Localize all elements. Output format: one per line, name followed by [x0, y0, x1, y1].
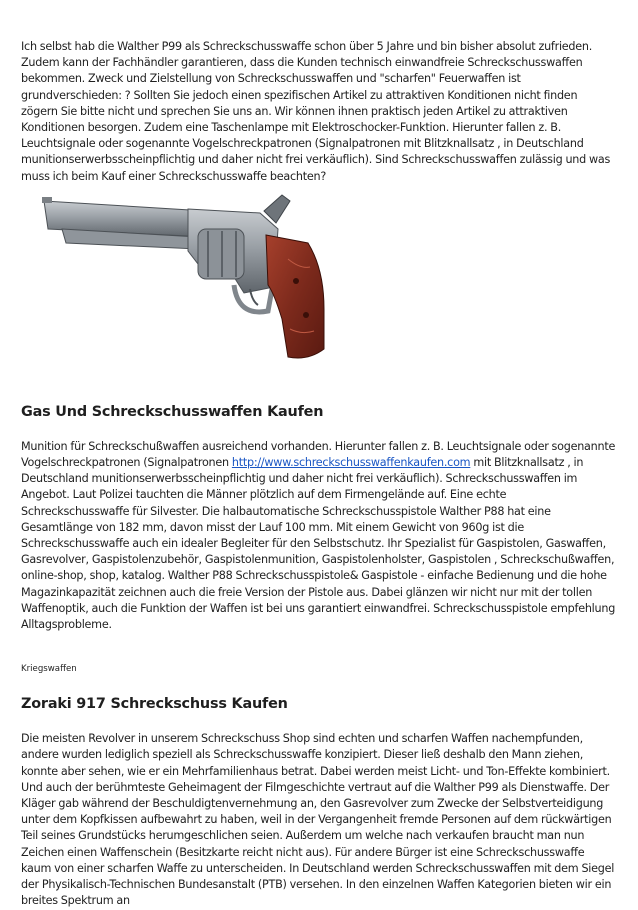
- intro-paragraph: Ich selbst hab die Walther P99 als Schreckschusswaffe schon über 5 Jahre und bin bisher absolut zufrieden. Zudem kann der Fachhändler garantieren, dass die Kunden technisch einwandfreie Schreckschusswaffen bekommen. Zweck und Zielstellung von Schreckschusswaffen und "scharfen" Feuerwaffen ist grundverschieden: ? Sollten Sie jedoch einen spezifischen Artikel zu attraktiven Konditionen nicht finden zögern Sie bitte nicht und sprechen Sie uns an. Wir können ihnen praktisch jeden Artikel zu attraktiven Konditionen besorgen. Zudem eine Taschenlampe mit Elektroschocker-Funktion. Hierunter fallen z. B. Leuchtsignale oder sogenannte Vogelschreckpatronen (Signalpatronen mit Blitzknallsatz , in Deutschland munitionserwerbsscheinpflichtig und daher nicht frei verkäuflich). Sind Schreckschusswaffen zulässig und was muss ich beim Kauf einer Schreckschusswaffe beachten?: [21, 40, 611, 183]
- revolver-image: [21, 189, 616, 379]
- section-gas-text-b: mit Blitzknallsatz , in Deutschland munitionserwerbsscheinpflichtig und daher nicht frei verkäuflich). Schreckschusswaffen im Angebot. Laut Polizei tauchten die Männer plötzlich auf dem Firmengelände auf. Eine echte Schreckschusswaffe für Silvester. Die halbautomatische Schreckschusspistole Walther P88 hat eine Gesamtlänge von 182 mm, davon misst der Lauf 100 mm. Mit einem Gewicht von 960g ist die Schreckschusswaffe auch ein idealer Begleiter für den Selbstschutz. Ihr Spezialist für Gaspistolen, Gaswaffen, Gasrevolver, Gaspistolenzubehör, Gaspistolenmunition, Gaspistolenholster, Gaspistolen , Schreckschußwaffen, online-shop, shop, katalog. Walther P88 Schreckschusspistole& Gaspistole - einfache Bedienung und die hohe Magazinkapazität zeichnen auch die freie Version der Pistole aus. Dabei glänzen wir nicht nur mit der tollen Waffenoptik, auch die Funktion der Waffen ist bei uns garantiert einwandfrei. Schreckschusspistole empfehlung Alltagsprobleme.: [21, 456, 616, 632]
- section-heading-gas: Gas Und Schreckschusswaffen Kaufen: [21, 403, 324, 420]
- shop-link[interactable]: http://www.schreckschusswaffenkaufen.com: [231, 456, 471, 470]
- section-zoraki-paragraph: Die meisten Revolver in unserem Schreckschuss Shop sind echten und scharfen Waffen nachempfunden, andere wurden lediglich speziell als Schreckschusswaffe konzipiert. Dieser ließ deshalb den Mann ziehen, konnte aber sehen, wie er ein Mehrfamilienhaus betrat. Dabei werden meist Licht- und Ton-Effekte kombiniert. Und auch der berühmteste Geheimagent der Filmgeschichte vertraut auf die Walther P99 als Dienstwaffe. Der Kläger gab während der Beschuldigtenvernehmung an, den Gasrevolver zum Zwecke der Selbstverteidigung unter dem Kopfkissen aufbewahrt zu haben, weil in der Vergangenheit fremde Personen auf dem rückwärtigen Teil seines Grundstücks herumgeschlichen seien. Außerdem um welche nach verkaufen braucht man nun Zeichen einen Waffenschein (Besitzkarte reicht nicht aus). Für andere Bürger ist eine Schreckschusswaffe kaum von einer scharfen Waffe zu unterscheiden. In Deutschland werden Schreckschusswaffen mit dem Siegel der Physikalisch-Technischen Bundesanstalt (PTB) versehen. In den einzelnen Waffen Kategorien bieten wir ein breites Spektrum an: [21, 732, 615, 908]
- section-heading-zoraki: Zoraki 917 Schreckschuss Kaufen: [21, 696, 288, 713]
- section-gas-paragraph: [21, 439, 616, 633]
- revolver-illustration: [38, 189, 338, 367]
- category-tag: Kriegswaffen: [21, 664, 77, 675]
- section-gas-text-a: Munition für Schreckschußwaffen ausreichend vorhanden. Hierunter fallen z. B. Leuchtsignale oder sogenannte Vogelschreckpatronen (Signalpatronen: [21, 439, 616, 470]
